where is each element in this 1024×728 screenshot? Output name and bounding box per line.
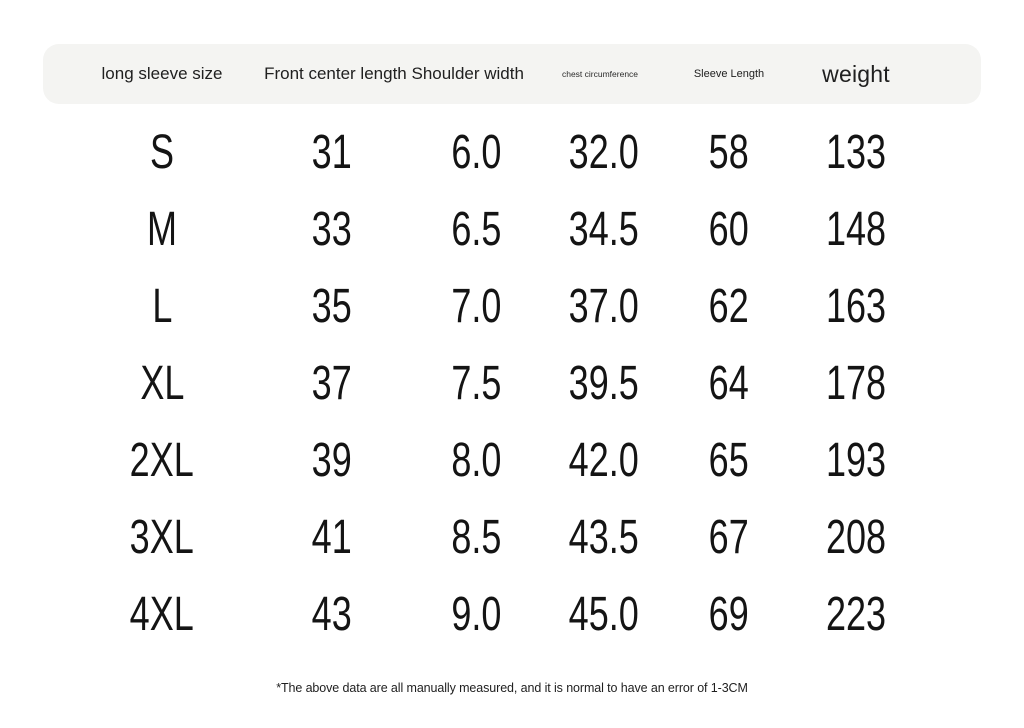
cell-sleeve-length: 67 (708, 511, 750, 564)
cell-sleeve-length: 58 (708, 126, 750, 179)
cell-front-center-length: 31 (311, 126, 353, 179)
cell-shoulder-width: 8.0 (450, 434, 502, 487)
cell-chest-circumference: 37.0 (568, 280, 640, 333)
measurement-disclaimer: *The above data are all manually measured, and it is normal to have an error of 1-3CM (276, 681, 748, 695)
cell-sleeve-length: 62 (708, 280, 750, 333)
cell-sleeve-length: 64 (708, 357, 750, 410)
cell-shoulder-width: 6.5 (450, 203, 502, 256)
cell-chest-circumference: 45.0 (568, 588, 640, 641)
cell-front-center-length: 41 (311, 511, 353, 564)
column-header-weight: weight (822, 60, 890, 87)
table-header-row (60, 44, 910, 104)
column-header-sleeve-length: Sleeve Length (693, 68, 765, 80)
cell-chest-circumference: 42.0 (568, 434, 640, 487)
cell-size: 4XL (129, 588, 195, 641)
cell-front-center-length: 37 (311, 357, 353, 410)
cell-sleeve-length: 69 (708, 588, 750, 641)
cell-size: L (151, 280, 173, 333)
cell-weight: 133 (825, 126, 887, 179)
column-header-front-center-length-shoulder-width: Front center length Shoulder width (264, 64, 524, 83)
cell-chest-circumference: 39.5 (568, 357, 640, 410)
cell-shoulder-width: 6.0 (450, 126, 502, 179)
cell-shoulder-width: 7.5 (450, 357, 502, 410)
cell-shoulder-width: 8.5 (450, 511, 502, 564)
table-body (60, 114, 910, 653)
cell-size: 2XL (129, 434, 195, 487)
cell-weight: 193 (825, 434, 887, 487)
column-header-chest-circumference: chest circumference (561, 69, 639, 79)
cell-front-center-length: 35 (311, 280, 353, 333)
cell-size: 3XL (129, 511, 195, 564)
cell-chest-circumference: 43.5 (568, 511, 640, 564)
cell-weight: 223 (825, 588, 887, 641)
cell-shoulder-width: 7.0 (450, 280, 502, 333)
cell-chest-circumference: 34.5 (568, 203, 640, 256)
cell-size: XL (139, 357, 185, 410)
cell-weight: 163 (825, 280, 887, 333)
cell-sleeve-length: 60 (708, 203, 750, 256)
cell-weight: 208 (825, 511, 887, 564)
cell-weight: 148 (825, 203, 887, 256)
column-header-size: long sleeve size (101, 64, 223, 83)
cell-shoulder-width: 9.0 (450, 588, 502, 641)
cell-weight: 178 (825, 357, 887, 410)
cell-front-center-length: 33 (311, 203, 353, 256)
cell-front-center-length: 39 (311, 434, 353, 487)
cell-chest-circumference: 32.0 (568, 126, 640, 179)
cell-front-center-length: 43 (311, 588, 353, 641)
cell-sleeve-length: 65 (708, 434, 750, 487)
cell-size: M (146, 203, 177, 256)
cell-size: S (149, 126, 174, 179)
